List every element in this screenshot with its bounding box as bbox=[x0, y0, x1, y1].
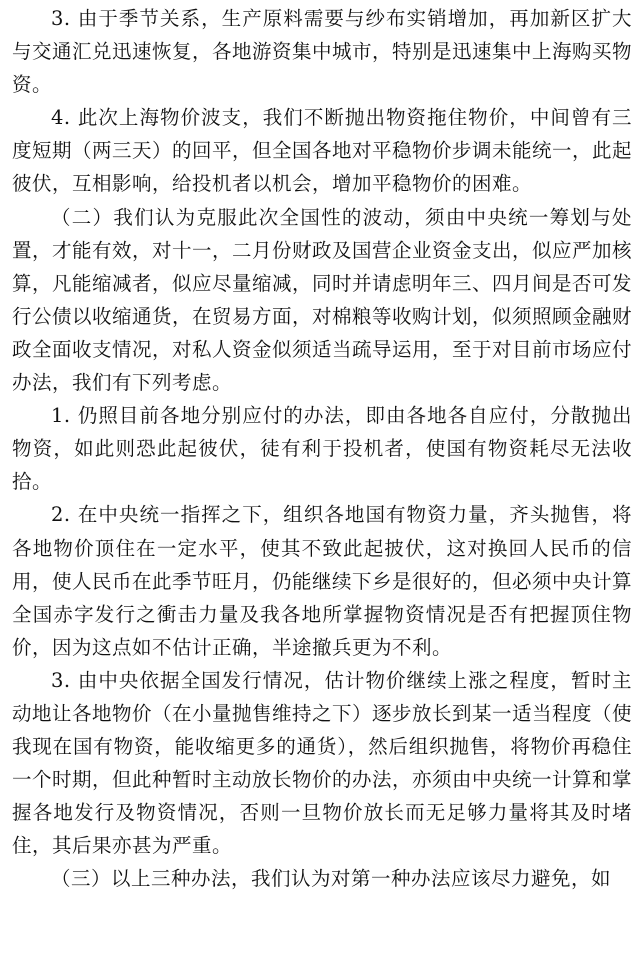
paragraph-item-4: 4. 此次上海物价波支，我们不断抛出物资拖住物价，中间曾有三度短期（两三天）的回平，但全国各地对平稳物价步调未能统一，此起彼伏，互相影响，给投机者以机会，增加平稳物价的困难。 bbox=[12, 106, 633, 196]
paragraph-option-1: 1. 仍照目前各地分别应付的办法，即由各地各自应付，分散抛出物资，如此则恐此起彼伏，徒有利于投机者，使国有物资耗尽无法收拾。 bbox=[12, 404, 632, 494]
paragraph-option-2: 2. 在中央统一指挥之下，组织各地国有物资力量，齐头抛售，将各地物价顶住在一定水平，使其不致此起披伏，这对换回人民币的信用，使人民币在此季节旺月，仍能继续下乡是很好的，但必须中央计算全国赤字发行之衝击力量及我各地所掌握物资情况是否有把握顶住物价，因为这点如不估计正确，半途撤兵更为不利。 bbox=[12, 503, 633, 659]
paragraph-option-3: 3. 由中央依据全国发行情况，估计物价继续上涨之程度，暂时主动地让各地物价（在小量抛售维持之下）逐步放长到某一适当程度（使我现在国有物资，能收缩更多的通货），然后组织抛售，将物价再稳住一个时期，但此种暂时主动放长物价的办法，亦须由中央统一计算和掌握各地发行及物资情况，否则一旦物价放长而无足够力量将其及时堵住，其后果亦甚为严重。 bbox=[12, 668, 633, 858]
paragraph-item-3: 3. 由于季节关系，生产原料需要与纱布实销增加，再加新区扩大与交通汇兑迅速恢复，各地游资集中城市，特别是迅速集中上海购买物资。 bbox=[12, 7, 633, 97]
paragraph-section-2: （二）我们认为克服此次全国性的波动，须由中央统一筹划与处置，才能有效，对十一，二月份财政及国营企业资金支出，似应严加核算，凡能缩减者，似应尽量缩减，同时并请虑明年三、四月间是否可发行公债以收缩通货，在贸易方面，对棉粮等收购计划，似须照顾金融财政全面收支情况，对私人资金似须适当疏导运用，至于对目前市场应付办法，我们有下列考虑。 bbox=[12, 205, 633, 395]
paragraph-section-3: （三）以上三种办法，我们认为对第一种办法应该尽力避免，如 bbox=[51, 867, 612, 891]
document-page bbox=[12, 2, 632, 896]
